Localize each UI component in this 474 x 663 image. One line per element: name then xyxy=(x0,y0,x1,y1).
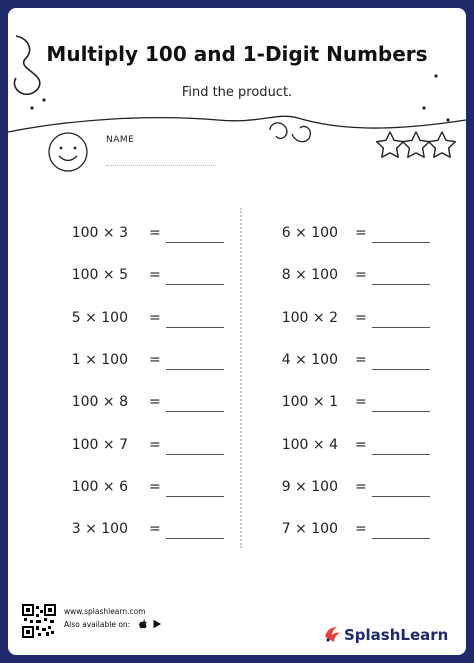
problem-expression: 100 × 1 xyxy=(281,394,338,410)
name-label: NAME xyxy=(106,135,135,145)
equals-sign: = xyxy=(149,479,161,495)
dot-decoration xyxy=(30,106,33,109)
answer-blank[interactable] xyxy=(372,454,430,455)
equals-sign: = xyxy=(355,437,367,453)
worksheet xyxy=(8,8,466,655)
problem-expression: 100 × 7 xyxy=(71,437,128,453)
equals-sign: = xyxy=(149,437,161,453)
problem-expression: 7 × 100 xyxy=(281,521,338,537)
answer-blank[interactable] xyxy=(372,496,430,497)
problem-expression: 9 × 100 xyxy=(281,479,338,495)
equals-sign: = xyxy=(355,225,367,241)
equals-sign: = xyxy=(355,479,367,495)
problem-expression: 1 × 100 xyxy=(71,352,128,368)
problem-row xyxy=(8,394,338,416)
answer-blank[interactable] xyxy=(372,242,430,243)
answer-blank[interactable] xyxy=(372,411,430,412)
rating-stars xyxy=(377,132,456,157)
website-link[interactable]: www.splashlearn.com xyxy=(64,607,146,616)
problem-expression: 100 × 2 xyxy=(281,310,338,326)
problem-expression: 5 × 100 xyxy=(71,310,128,326)
available-on-label: Also available on: xyxy=(64,620,131,629)
problem-expression: 100 × 3 xyxy=(71,225,128,241)
answer-blank[interactable] xyxy=(372,538,430,539)
equals-sign: = xyxy=(149,521,161,537)
problem-expression: 100 × 8 xyxy=(71,394,128,410)
name-field[interactable] xyxy=(106,165,216,166)
problem-expression: 100 × 6 xyxy=(71,479,128,495)
smiley-face-icon xyxy=(49,133,87,171)
answer-blank[interactable] xyxy=(372,369,430,370)
star-icon xyxy=(377,132,404,157)
answer-blank[interactable] xyxy=(372,327,430,328)
problem-row xyxy=(8,267,338,289)
swirl-decoration xyxy=(270,123,287,139)
dot-decoration xyxy=(422,106,425,109)
problem-expression: 100 × 4 xyxy=(281,437,338,453)
wave-line xyxy=(8,116,466,132)
apple-icon[interactable] xyxy=(138,619,148,629)
equals-sign: = xyxy=(355,394,367,410)
equals-sign: = xyxy=(149,267,161,283)
problem-row xyxy=(8,521,338,543)
equals-sign: = xyxy=(149,225,161,241)
problem-expression: 6 × 100 xyxy=(281,225,338,241)
problem-row xyxy=(8,225,338,247)
instruction-text: Find the product. xyxy=(181,85,293,100)
brand-name: SplashLearn xyxy=(344,626,449,644)
google-play-icon[interactable] xyxy=(152,619,162,629)
problem-row xyxy=(8,479,338,501)
splashlearn-logo-icon xyxy=(322,624,342,644)
problem-expression: 100 × 5 xyxy=(71,267,128,283)
equals-sign: = xyxy=(355,267,367,283)
swirl-decoration xyxy=(292,126,310,141)
problem-expression: 3 × 100 xyxy=(71,521,128,537)
answer-blank[interactable] xyxy=(372,284,430,285)
equals-sign: = xyxy=(149,394,161,410)
problem-row xyxy=(8,352,338,374)
equals-sign: = xyxy=(149,352,161,368)
star-icon xyxy=(429,132,456,157)
problem-row xyxy=(8,310,338,332)
equals-sign: = xyxy=(355,310,367,326)
equals-sign: = xyxy=(149,310,161,326)
qr-code-icon xyxy=(22,604,56,638)
equals-sign: = xyxy=(355,521,367,537)
dot-decoration xyxy=(434,74,437,77)
star-icon xyxy=(403,132,430,157)
dot-decoration xyxy=(446,118,449,121)
worksheet-title: Multiply 100 and 1-Digit Numbers xyxy=(46,42,428,66)
problem-expression: 4 × 100 xyxy=(281,352,338,368)
equals-sign: = xyxy=(355,352,367,368)
problem-expression: 8 × 100 xyxy=(281,267,338,283)
problem-row xyxy=(8,437,338,459)
